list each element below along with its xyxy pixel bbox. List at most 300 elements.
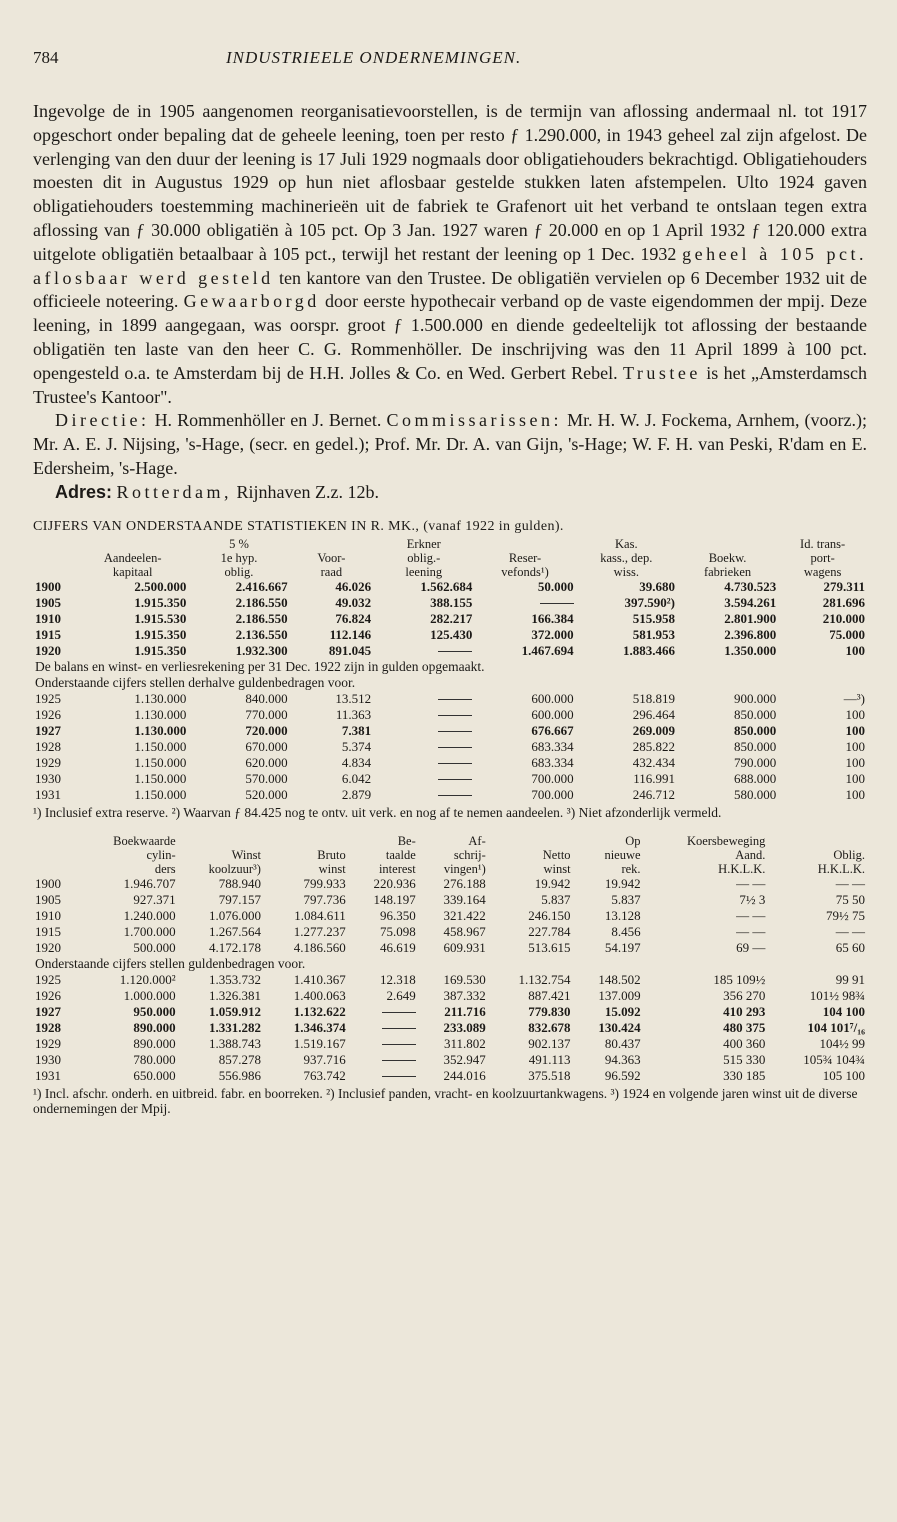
- table-cell: [348, 1052, 418, 1068]
- table-cell: schrij-: [453, 847, 486, 862]
- table-cell: 65 60: [835, 939, 865, 955]
- table-cell: —³): [843, 690, 865, 706]
- table-cell: 101½ 98¾: [809, 987, 865, 1003]
- table-cell: [677, 537, 778, 551]
- table-cell: ders: [154, 861, 176, 876]
- table-note: Onderstaande cijfers stellen derhalve guldenbedragen voor.: [35, 675, 356, 691]
- table-cell: 100: [845, 770, 865, 786]
- table-cell: port-: [810, 550, 835, 565]
- table-cell: 1.120.000²: [119, 971, 176, 987]
- table-cell: 75 50: [835, 891, 865, 907]
- table-cell: 130.424: [598, 1019, 641, 1035]
- table-cell: 1.059.912: [208, 1003, 261, 1019]
- table-row: [33, 988, 867, 1004]
- table-cell: 700.000: [531, 770, 574, 786]
- table-cell: 356 270: [723, 987, 766, 1003]
- statistics-title: CIJFERS VAN ONDERSTAANDE STATISTIEKEN IN R. MK., (vanaf 1922 in gulden).: [33, 518, 564, 534]
- table-cell: 104 100: [822, 1003, 865, 1019]
- table-cell: 1.410.367: [293, 971, 346, 987]
- table-cell: 1.277.237: [293, 923, 346, 939]
- table-cell: Reser-: [508, 550, 542, 565]
- table-cell: [488, 834, 573, 848]
- table-cell: 339.164: [443, 891, 486, 907]
- table-cell: 1910: [35, 610, 61, 626]
- directie-names: H. Rommenhöller en J. Bernet.: [154, 410, 382, 431]
- table-cell: [373, 707, 474, 723]
- table-cell: kapitaal: [112, 564, 153, 579]
- body-text: [33, 100, 867, 505]
- table-row: [33, 755, 867, 771]
- table-cell: 1929: [35, 1035, 61, 1051]
- dash-rule: [382, 1012, 416, 1013]
- text-span: door eerste hypothecair verband op de vaste eigendommen der mpij. Deze leening, in 1899 aangegaan, was oorspr. groot ƒ 1.500.000 en diende gedeeltelijk tot aflossing der bestaande obligatiën ten laste van den heer C. G. Rommenhöller. De inschrijving was den 11 April 1899 à 100 pct. opengesteld o.a. te Amsterdam bij de H.H. Jolles & Co. en Wed. Gerbert Rebel.: [33, 291, 867, 383]
- table-cell: 1.346.374: [293, 1019, 346, 1035]
- table-cell: 75.000: [829, 626, 865, 642]
- table-cell: 1.353.732: [208, 971, 261, 987]
- adres-city: Rotterdam,: [116, 481, 232, 502]
- table-cell: 3.594.261: [724, 594, 777, 610]
- table-cell: 1927: [35, 1003, 61, 1019]
- table-cell: 515 330: [723, 1051, 766, 1067]
- table-cell: 1.915.350: [134, 642, 187, 658]
- table-cell: 50.000: [537, 578, 574, 594]
- table-cell: 1.150.000: [134, 786, 187, 802]
- table-cell: 11.363: [335, 706, 372, 722]
- table-cell: 211.716: [444, 1003, 486, 1019]
- table-cell: 125.430: [430, 626, 473, 642]
- table-cell: 148.197: [373, 891, 416, 907]
- running-title: INDUSTRIEELE ONDERNEMINGEN.: [226, 48, 522, 67]
- table-cell: 770.000: [245, 706, 288, 722]
- table-cell: [263, 834, 348, 848]
- commissarissen-names: Mr. H. W. J. Fockema, Arnhem, (voorz.); Mr. A. E. J. Nijsing, 's-Hage, (secr. en gedel.); Prof. Mr. Dr. A. van Gijn, 's-Hage; W. F. H. van Peski, R'dam en E. Edersheim, 's-Hage.: [33, 410, 868, 478]
- table-cell: 927.371: [133, 891, 176, 907]
- table-cell: Voor-: [317, 550, 346, 565]
- table-cell: 683.334: [531, 738, 574, 754]
- table-cell: winst: [543, 861, 571, 876]
- table-cell: Oblig.: [833, 847, 865, 862]
- table-cell: 321.422: [443, 907, 486, 923]
- table-cell: 500.000: [133, 939, 176, 955]
- table-cell: 1928: [35, 738, 61, 754]
- table-cell: 4.186.560: [293, 939, 346, 955]
- table-cell: 13.512: [335, 690, 372, 706]
- dash-rule: [540, 603, 574, 604]
- table-cell: 1.130.000: [134, 706, 187, 722]
- table-cell: 19.942: [604, 875, 641, 891]
- table-cell: 670.000: [245, 738, 288, 754]
- table-cell: koolzuur³): [208, 861, 261, 876]
- table-cell: [33, 537, 77, 551]
- table-cell: 96.592: [604, 1067, 641, 1083]
- table-cell: 570.000: [245, 770, 288, 786]
- table-cell: 1925: [35, 971, 61, 987]
- table-cell: 1920: [35, 939, 61, 955]
- table-cell: 518.819: [632, 690, 675, 706]
- table-cell: Aand.: [735, 847, 766, 862]
- header-row: [33, 537, 867, 551]
- profit-footnote: ¹) Incl. afschr. onderh. en uitbreid. fabr. en boorreken. ²) Inclusief panden, vracht- en koolzuurtankwagens. ³) 1924 en volgende jaren winst uit de diverse ondernemingen der Mpij.: [33, 1085, 858, 1116]
- table-cell: 581.953: [632, 626, 675, 642]
- table-cell: Bruto: [317, 847, 346, 862]
- table-cell: 100: [845, 754, 865, 770]
- table-row: [33, 1036, 867, 1052]
- dash-rule: [438, 795, 472, 796]
- table-cell: 116.991: [633, 770, 675, 786]
- table-cell: 246.150: [528, 907, 571, 923]
- table-cell: H.K.L.K.: [718, 861, 766, 876]
- dash-rule: [382, 1076, 416, 1077]
- table-cell: 8.456: [611, 923, 641, 939]
- table-cell: [373, 771, 474, 787]
- table-cell: 46.619: [380, 939, 416, 955]
- table-cell: 950.000: [133, 1003, 176, 1019]
- table-cell: 166.384: [531, 610, 574, 626]
- table-cell: oblig.: [224, 564, 254, 579]
- table-cell: 282.217: [430, 610, 473, 626]
- table-row: [33, 627, 867, 643]
- table-cell: 832.678: [528, 1019, 571, 1035]
- table-cell: 937.716: [303, 1051, 346, 1067]
- table-cell: 1.076.000: [208, 907, 261, 923]
- table-cell: 100: [845, 642, 865, 658]
- table-cell: Id. trans-: [800, 536, 846, 551]
- table-cell: 1930: [35, 770, 61, 786]
- table-cell: [178, 834, 263, 848]
- table-cell: 1927: [35, 722, 61, 738]
- table-cell: 1900: [35, 578, 61, 594]
- spaced-text: Gewaarborgd: [183, 291, 320, 312]
- table-cell: 100: [845, 786, 865, 802]
- table-cell: 1.150.000: [134, 738, 187, 754]
- table-cell: 887.421: [528, 987, 571, 1003]
- table-row: [33, 739, 867, 755]
- table-cell: 850.000: [733, 738, 777, 754]
- table-cell: 1926: [35, 987, 61, 1003]
- table-cell: 1925: [35, 690, 61, 706]
- table-cell: 1.132.622: [293, 1003, 346, 1019]
- header-row: [33, 848, 867, 862]
- table-cell: 39.680: [639, 578, 675, 594]
- table-cell: 797.736: [303, 891, 346, 907]
- table-cell: 281.696: [822, 594, 865, 610]
- table-row: [33, 940, 867, 956]
- balance-footnote: ¹) Inclusief extra reserve. ²) Waarvan ƒ 84.425 nog te ontv. uit verk. en nog af te nemen aandeelen. ³) Niet afzonderlijk vermeld.: [33, 804, 722, 820]
- table-cell: 296.464: [632, 706, 675, 722]
- table-cell: 105¾ 104¾: [803, 1051, 865, 1067]
- table-row: [33, 1052, 867, 1068]
- table-cell: 720.000: [245, 722, 288, 738]
- table-cell: 19.942: [534, 875, 571, 891]
- table-cell: 105 100: [822, 1067, 865, 1083]
- table-cell: 790.000: [733, 754, 777, 770]
- table-cell: 76.824: [335, 610, 372, 626]
- table-cell: 779.830: [528, 1003, 571, 1019]
- note-row: [33, 659, 867, 675]
- table-cell: 6.042: [341, 770, 372, 786]
- table-cell: 210.000: [822, 610, 865, 626]
- table-row: [33, 1020, 867, 1036]
- table-cell: 148.502: [598, 971, 641, 987]
- table-cell: raad: [320, 564, 343, 579]
- table-cell: 1.084.611: [294, 907, 346, 923]
- table-cell: 513.615: [528, 939, 571, 955]
- table-cell: taalde: [385, 847, 416, 862]
- table-cell: 100: [845, 706, 865, 722]
- table-cell: — —: [736, 875, 766, 891]
- table-cell: 2.649: [386, 987, 416, 1003]
- table-cell: [474, 537, 575, 551]
- table-cell: 169.530: [443, 971, 486, 987]
- table-cell: [348, 1004, 418, 1020]
- table-cell: 902.137: [528, 1035, 571, 1051]
- table-cell: Be-: [397, 833, 416, 848]
- running-header: [33, 48, 867, 78]
- table-cell: 1.000.000: [123, 987, 176, 1003]
- table-cell: 1.700.000: [123, 923, 176, 939]
- page-number: 784: [33, 48, 59, 67]
- table-cell: [33, 862, 77, 876]
- table-cell: 276.188: [443, 875, 486, 891]
- table-cell: 46.026: [335, 578, 372, 594]
- table-cell: 4.730.523: [724, 578, 777, 594]
- table-cell: 4.834: [341, 754, 372, 770]
- table-cell: 185 109½: [713, 971, 766, 987]
- table-cell: 1920: [35, 642, 61, 658]
- paragraph-leening: [33, 100, 867, 409]
- table-cell: [373, 691, 474, 707]
- table-cell: 890.000: [133, 1035, 176, 1051]
- dash-rule: [438, 715, 472, 716]
- table-cell: 2.136.550: [235, 626, 288, 642]
- text-span: is het „Amsterdamsch Trustee's Kantoor".: [33, 362, 868, 407]
- table-cell: 556.986: [218, 1067, 261, 1083]
- table-cell: 1.915.350: [134, 594, 187, 610]
- table-row: [33, 787, 867, 803]
- table-cell: 2.801.900: [724, 610, 777, 626]
- table-cell: — —: [835, 875, 865, 891]
- table-cell: 850.000: [733, 706, 777, 722]
- table-row: [33, 771, 867, 787]
- table-row: [33, 972, 867, 988]
- table-cell: Winst: [231, 847, 261, 862]
- table-cell: 676.667: [531, 722, 574, 738]
- spaced-text: geheel à 105 pct. aflosbaar werd gesteld: [33, 243, 868, 288]
- table-cell: 244.016: [443, 1067, 486, 1083]
- dash-rule: [382, 1028, 416, 1029]
- table-cell: [348, 1020, 418, 1036]
- table-cell: [33, 848, 77, 862]
- table-cell: 1.883.466: [622, 642, 675, 658]
- table-cell: 1915: [35, 923, 61, 939]
- table-cell: 99 91: [835, 971, 865, 987]
- table-cell: 100: [845, 738, 865, 754]
- table-cell: 683.334: [531, 754, 574, 770]
- table-cell: 890.000: [133, 1019, 176, 1035]
- table-cell: 1.267.564: [208, 923, 261, 939]
- spaced-text: Trustee: [623, 362, 701, 383]
- table-cell: [33, 565, 77, 579]
- table-cell: 780.000: [133, 1051, 176, 1067]
- table-cell: 104½ 99: [819, 1035, 865, 1051]
- table-cell: 79½ 75: [826, 907, 865, 923]
- table-cell: 1.350.000: [724, 642, 777, 658]
- table-cell: 1.150.000: [134, 754, 187, 770]
- table-cell: 410 293: [723, 1003, 766, 1019]
- table-cell: 850.000: [733, 722, 777, 738]
- table-cell: 1e hyp.: [220, 550, 258, 565]
- table-cell: 69 —: [736, 939, 766, 955]
- table-cell: [767, 834, 867, 848]
- table-cell: 799.933: [303, 875, 346, 891]
- table-row: [33, 595, 867, 611]
- commissarissen-label: Commissarissen:: [386, 410, 562, 431]
- table-cell: 1900: [35, 875, 61, 891]
- table-cell: rek.: [621, 861, 641, 876]
- table-cell: 2.416.667: [235, 578, 288, 594]
- table-cell: 1931: [35, 1067, 61, 1083]
- table-row: [33, 908, 867, 924]
- table-cell: 227.784: [528, 923, 571, 939]
- table-cell: wiss.: [613, 564, 639, 579]
- table-cell: 900.000: [733, 690, 777, 706]
- table-cell: 1.132.754: [518, 971, 571, 987]
- table-cell: 600.000: [531, 690, 574, 706]
- header-row: [33, 551, 867, 565]
- table-cell: wagens: [803, 564, 842, 579]
- header-row: [33, 862, 867, 876]
- table-cell: [77, 537, 188, 551]
- table-cell: 788.940: [218, 875, 261, 891]
- table-cell: [373, 739, 474, 755]
- table-row: [33, 876, 867, 892]
- table-cell: 1.130.000: [134, 690, 187, 706]
- paragraph-adres: [33, 481, 867, 505]
- table-cell: 797.157: [218, 891, 261, 907]
- table-cell: 54.197: [604, 939, 641, 955]
- table-cell: Aandeelen-: [103, 550, 162, 565]
- table-cell: 12.318: [380, 971, 416, 987]
- table-cell: 2.879: [341, 786, 372, 802]
- table-cell: — —: [736, 907, 766, 923]
- table-cell: 763.742: [303, 1067, 346, 1083]
- table-cell: 609.931: [443, 939, 486, 955]
- table-cell: Erkner: [406, 536, 441, 551]
- table-cell: 75.098: [380, 923, 416, 939]
- dash-rule: [438, 699, 472, 700]
- table-cell: 580.000: [733, 786, 777, 802]
- paragraph-directie: [33, 409, 867, 480]
- table-cell: 1.562.684: [420, 578, 473, 594]
- table-cell: 104 101⁷/₁₆: [807, 1019, 865, 1035]
- table-cell: 1929: [35, 754, 61, 770]
- table-cell: 311.802: [443, 1035, 486, 1051]
- table-cell: 1.240.000: [123, 907, 176, 923]
- table-cell: winst: [318, 861, 346, 876]
- table-cell: cylin-: [146, 847, 176, 862]
- table-cell: 400 360: [723, 1035, 766, 1051]
- table-cell: 480 375: [723, 1019, 766, 1035]
- table-cell: oblig.-: [407, 550, 441, 565]
- table-cell: 1.326.381: [208, 987, 261, 1003]
- dash-rule: [438, 731, 472, 732]
- text-span: ten kantore van den Trustee. De obligatiën vervielen op 6 December 1932 uit de officieele noteering.: [33, 267, 867, 312]
- table-cell: 1.400.063: [293, 987, 346, 1003]
- adres-label: Adres:: [55, 481, 113, 502]
- table-cell: 352.947: [443, 1051, 486, 1067]
- table-cell: Boekwaarde: [113, 833, 176, 848]
- table-cell: 372.000: [531, 626, 574, 642]
- dash-rule: [438, 763, 472, 764]
- table-cell: vefonds¹): [501, 564, 549, 579]
- table-cell: 688.000: [733, 770, 777, 786]
- table-cell: 246.712: [632, 786, 675, 802]
- table-cell: 1905: [35, 891, 61, 907]
- table-cell: [33, 834, 77, 848]
- table-row: [33, 723, 867, 739]
- table-cell: 520.000: [245, 786, 288, 802]
- table-cell: 269.009: [632, 722, 675, 738]
- table-cell: 94.363: [604, 1051, 641, 1067]
- table-cell: 2.186.550: [235, 610, 288, 626]
- table-cell: 1.932.300: [235, 642, 288, 658]
- table-cell: [290, 537, 374, 551]
- table-cell: [348, 1036, 418, 1052]
- table-cell: 15.092: [604, 1003, 641, 1019]
- table-cell: 1910: [35, 907, 61, 923]
- table-cell: 600.000: [531, 706, 574, 722]
- table-cell: 458.967: [443, 923, 486, 939]
- table-cell: 491.113: [528, 1051, 571, 1067]
- table-cell: 137.009: [598, 987, 641, 1003]
- table-cell: 80.437: [604, 1035, 641, 1051]
- table-cell: 13.128: [604, 907, 641, 923]
- table-cell: 432.434: [632, 754, 675, 770]
- table-cell: 1.150.000: [134, 770, 187, 786]
- table-cell: [373, 755, 474, 771]
- table-cell: [474, 595, 575, 611]
- header-row: [33, 834, 867, 848]
- table-cell: 96.350: [380, 907, 416, 923]
- table-cell: 5.837: [611, 891, 641, 907]
- table-cell: 1.388.743: [208, 1035, 261, 1051]
- table-row: [33, 924, 867, 940]
- table-cell: [373, 643, 474, 659]
- table-cell: 397.590²): [624, 594, 675, 610]
- table-cell: Op: [625, 833, 641, 848]
- table-cell: 840.000: [245, 690, 288, 706]
- table-cell: 100: [845, 722, 865, 738]
- table-cell: 1915: [35, 626, 61, 642]
- table-cell: 330 185: [723, 1067, 766, 1083]
- table-row: [33, 707, 867, 723]
- table-cell: [373, 787, 474, 803]
- text-span: Ingevolge de in 1905 aangenomen reorganisatievoorstellen, is de termijn van aflossing andermaal nl. tot 1917 opgeschort onder bepaling dat de geheele leening, toen per resto ƒ 1.290.000, in 1943 geheel zal zijn afgelost. De verlenging van den duur der leening is 17 Juli 1929 nogmaals door obligatiehouders bekrachtigd. Obligatiehouders moesten dit in Augustus 1929 op hun niet aflosbaar gestelde stukken laten afstempelen. Ulto 1924 gaven obligatiehouders toestemming machinerieën uit de fabriek te Grafenort uit het verband te ontslaan tegen extra aflossing van ƒ 30.000 obligatiën à 105 pct. Op 3 Jan. 1927 waren ƒ 20.000 en op 1 April 1932 ƒ 120.000 extra uitgelote obligatiën betaalbaar à 105 pct., terwijl het restant der leening op 1 Dec. 1932: [33, 101, 867, 264]
- table-cell: [348, 1068, 418, 1084]
- table-cell: H.K.L.K.: [817, 861, 865, 876]
- dash-rule: [438, 779, 472, 780]
- table-cell: Boekw.: [708, 550, 747, 565]
- table-cell: 112.146: [329, 626, 372, 642]
- table-cell: 1.130.000: [134, 722, 187, 738]
- table-cell: 279.311: [823, 578, 865, 594]
- table-cell: Koersbeweging: [686, 833, 766, 848]
- table-cell: 7.381: [341, 722, 372, 738]
- table-cell: 1.519.167: [293, 1035, 346, 1051]
- table-cell: 1930: [35, 1051, 61, 1067]
- table-cell: 49.032: [335, 594, 372, 610]
- table-cell: 5 %: [229, 536, 249, 551]
